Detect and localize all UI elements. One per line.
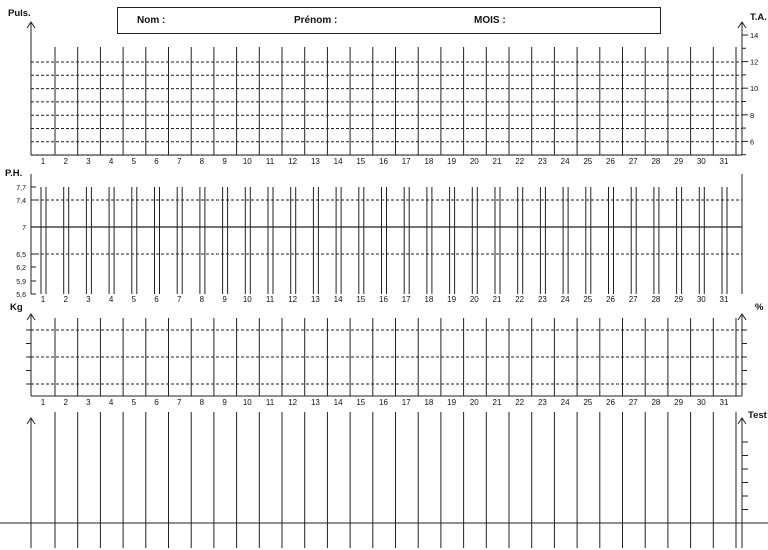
ph-day-label: 14 — [333, 295, 343, 304]
pulse-day-label: 5 — [131, 157, 137, 166]
ph-day-label: 17 — [401, 295, 411, 304]
kg-day-label: 26 — [606, 398, 615, 407]
kg-day-label: 11 — [265, 398, 275, 407]
kg-day-label: 29 — [674, 398, 684, 407]
kg-day-label: 20 — [469, 398, 479, 407]
kg-day-label: 21 — [492, 398, 502, 407]
pulse-day-label: 28 — [651, 157, 661, 166]
nom-label: Nom : — [137, 15, 166, 26]
pulse-day-label: 21 — [492, 157, 502, 166]
kg-day-label: 30 — [696, 398, 706, 407]
pulse-day-label: 4 — [108, 157, 114, 166]
pulse-day-label: 15 — [356, 157, 366, 166]
pulse-day-label: 31 — [719, 157, 729, 166]
ph-day-label: 23 — [537, 295, 547, 304]
ph-tick-label: 7 — [22, 225, 26, 232]
ta-label: T.A. — [750, 12, 767, 23]
ph-tick-label: 7,4 — [16, 198, 26, 205]
pulse-day-label: 2 — [63, 157, 68, 166]
pulse-day-label: 12 — [288, 157, 298, 166]
kg-day-label: 10 — [242, 398, 252, 407]
pulse-day-label: 1 — [40, 157, 46, 166]
ph-day-label: 7 — [176, 295, 182, 304]
pulse-day-label: 7 — [176, 157, 182, 166]
prenom-label: Prénom : — [294, 15, 338, 26]
pulse-day-label: 14 — [333, 157, 343, 166]
kg-day-label: 15 — [356, 398, 366, 407]
ph-day-label: 13 — [310, 295, 320, 304]
ph-day-label: 28 — [651, 295, 661, 304]
ta-tick-label: 6 — [750, 137, 755, 147]
ph-tick-label: 5,9 — [16, 279, 26, 286]
ph-day-label: 5 — [131, 295, 137, 304]
ph-day-label: 21 — [492, 295, 502, 304]
pulse-day-label: 3 — [86, 157, 91, 166]
ph-day-label: 2 — [63, 295, 68, 304]
pulse-day-label: 20 — [469, 157, 479, 166]
test-label: Test — [748, 410, 767, 421]
pulse-day-label: 10 — [242, 157, 252, 166]
ph-day-label: 3 — [86, 295, 91, 304]
ph-tick-label: 6,5 — [16, 252, 26, 259]
pulse-day-label: 25 — [583, 157, 593, 166]
ta-tick-label: 12 — [750, 57, 759, 67]
pulse-day-label: 19 — [447, 157, 457, 166]
pulse-day-label: 22 — [515, 157, 525, 166]
kg-day-label: 27 — [628, 398, 638, 407]
kg-day-label: 28 — [651, 398, 661, 407]
ta-tick-label: 14 — [750, 31, 759, 40]
pulse-day-label: 9 — [222, 157, 227, 166]
pulse-day-label: 16 — [379, 157, 388, 166]
ph-day-label: 19 — [447, 295, 457, 304]
ph-day-label: 29 — [674, 295, 684, 304]
pulse-day-label: 8 — [199, 157, 205, 166]
kg-day-label: 18 — [424, 398, 434, 407]
ph-day-label: 30 — [696, 295, 706, 304]
ph-day-label: 9 — [222, 295, 227, 304]
kg-day-label: 31 — [719, 398, 729, 407]
ta-tick-label: 8 — [750, 110, 755, 120]
ph-day-label: 20 — [469, 295, 479, 304]
kg-day-label: 1 — [40, 398, 46, 407]
kg-day-label: 16 — [379, 398, 388, 407]
kg-day-label: 4 — [108, 398, 114, 407]
kg-day-label: 9 — [222, 398, 227, 407]
pulse-day-label: 30 — [696, 157, 706, 166]
ph-day-label: 15 — [356, 295, 366, 304]
ph-tick-label: 6,2 — [16, 265, 26, 272]
pulse-day-label: 13 — [310, 157, 320, 166]
kg-day-label: 13 — [310, 398, 320, 407]
pulse-day-label: 29 — [674, 157, 684, 166]
ph-day-label: 31 — [719, 295, 729, 304]
kg-day-label: 6 — [154, 398, 159, 407]
kg-day-label: 19 — [447, 398, 457, 407]
kg-day-label: 22 — [515, 398, 525, 407]
ph-day-label: 26 — [606, 295, 615, 304]
ph-day-label: 1 — [40, 295, 46, 304]
kg-day-label: 2 — [63, 398, 68, 407]
kg-label: Kg — [10, 302, 23, 313]
ph-label: P.H. — [5, 168, 23, 179]
ph-day-label: 6 — [154, 295, 159, 304]
kg-day-label: 8 — [199, 398, 205, 407]
ph-day-label: 10 — [242, 295, 252, 304]
pulse-day-label: 11 — [265, 157, 275, 166]
percent-label: % — [755, 302, 764, 313]
ph-tick-label: 5,6 — [16, 292, 26, 299]
puls-label: Puls. — [8, 8, 31, 19]
kg-day-label: 25 — [583, 398, 593, 407]
kg-day-label: 14 — [333, 398, 343, 407]
ph-day-label: 4 — [108, 295, 114, 304]
pulse-day-label: 18 — [424, 157, 434, 166]
ph-day-label: 12 — [288, 295, 298, 304]
kg-day-label: 3 — [86, 398, 91, 407]
ph-day-label: 27 — [628, 295, 638, 304]
ph-day-label: 16 — [379, 295, 388, 304]
kg-day-label: 23 — [537, 398, 547, 407]
ph-day-label: 11 — [265, 295, 275, 304]
pulse-day-label: 27 — [628, 157, 638, 166]
pulse-day-label: 6 — [154, 157, 159, 166]
ph-tick-label: 7,7 — [16, 185, 26, 192]
ph-day-label: 22 — [515, 295, 525, 304]
ph-day-label: 25 — [583, 295, 593, 304]
kg-day-label: 7 — [176, 398, 182, 407]
pulse-day-label: 17 — [401, 157, 411, 166]
ta-tick-label: 10 — [750, 84, 759, 94]
pulse-day-label: 23 — [537, 157, 547, 166]
kg-day-label: 24 — [560, 398, 570, 407]
kg-day-label: 17 — [401, 398, 411, 407]
ph-day-label: 24 — [560, 295, 570, 304]
mois-label: MOIS : — [474, 15, 506, 26]
ph-day-label: 18 — [424, 295, 434, 304]
pulse-day-label: 24 — [560, 157, 570, 166]
kg-day-label: 5 — [131, 398, 137, 407]
kg-day-label: 12 — [288, 398, 298, 407]
ph-day-label: 8 — [199, 295, 205, 304]
pulse-day-label: 26 — [606, 157, 615, 166]
